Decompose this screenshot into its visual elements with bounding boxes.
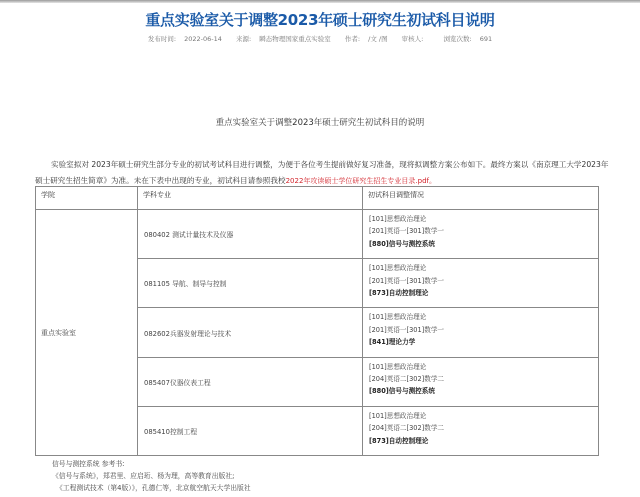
reference-books	[52, 458, 612, 494]
top-shadow-bar	[0, 0, 640, 3]
article-subtitle: 重点实验室关于调整2023年硕士研究生初试科目的说明	[215, 118, 425, 128]
header-college: 学院	[36, 187, 138, 210]
subjects-cell	[363, 406, 599, 455]
subject-professional: [873]自动控制理论	[369, 436, 429, 445]
reviewer-label: 审核人:	[401, 35, 424, 43]
subjects-cell	[363, 210, 599, 259]
source	[233, 35, 334, 43]
author-label: 作者:	[344, 35, 361, 43]
reference-book-1: 《信号与系统》，郑君里、应启珩、杨为理，高等教育出版社;	[52, 472, 235, 480]
subjects-cell	[363, 308, 599, 357]
subject-politics: [101]思想政治理论	[369, 362, 427, 371]
college-cell: 重点实验室	[36, 210, 138, 456]
subject-professional: [873]自动控制理论	[369, 289, 429, 298]
views-count: 691	[479, 35, 493, 43]
intro-end: 。	[428, 177, 436, 185]
subject-professional: [880]信号与测控系统	[369, 239, 435, 248]
subject-politics: [101]思想政治理论	[369, 264, 427, 273]
views-label: 浏览次数:	[443, 35, 472, 43]
header-major: 学科专业	[138, 187, 363, 210]
author-value: /文 /图	[368, 35, 388, 43]
source-label: 来源:	[235, 35, 252, 43]
major-cell: 085410控制工程	[138, 406, 363, 455]
catalog-pdf-link[interactable]: 2022年攻读硕士学位研究生招生专业目录.pdf	[285, 177, 429, 185]
subject-professional: [841]理论力学	[369, 338, 416, 347]
major-cell: 082602兵器发射理论与技术	[138, 308, 363, 357]
subject-english-math: [204]英语二[302]数学二	[369, 375, 445, 384]
reference-heading: 信号与测控系统 参考书:	[52, 460, 125, 468]
major-cell: 085407仪器仪表工程	[138, 357, 363, 406]
reviewer	[399, 35, 435, 43]
publish-time-value: 2022-06-14	[184, 35, 222, 43]
reference-book-2: 《工程测试技术（第4版）》，孔德仁等，北京航空航天大学出版社	[56, 484, 251, 492]
publish-time	[145, 35, 225, 43]
intro-paragraph	[35, 157, 610, 189]
subject-politics: [101]思想政治理论	[369, 215, 427, 223]
table-row	[36, 210, 599, 259]
source-value: 瞬态物理国家重点实验室	[259, 35, 331, 43]
subjects-cell	[363, 357, 599, 406]
article-meta	[0, 34, 640, 43]
publish-time-label: 发布时间:	[147, 35, 177, 43]
subject-english-math: [201]英语一[301]数学一	[369, 325, 445, 334]
subject-politics: [101]思想政治理论	[369, 411, 427, 420]
subject-english-math: [201]英语一[301]数学一	[369, 276, 445, 285]
intro-text: 实验室拟对 2023年硕士研究生部分专业的初试考试科目进行调整，为便于各位考生提前做好复习准备，现将拟调整方案公布如下。最终方案以《南京理工大学2023年硕士研究生招生简章》为准。未在下表中出现的专业，初试科目请参照我校	[35, 160, 609, 185]
table-header-row	[36, 187, 599, 210]
page-title: 重点实验室关于调整2023年硕士研究生初试科目说明	[145, 11, 495, 29]
header-subjects: 初试科目调整情况	[363, 187, 599, 210]
subject-english-math: [204]英语二[302]数学二	[369, 424, 445, 433]
major-cell: 080402 测试计量技术及仪器	[138, 210, 363, 259]
subjects-cell	[363, 259, 599, 308]
subject-politics: [101]思想政治理论	[369, 313, 427, 322]
subjects-table	[35, 186, 599, 456]
subject-english-math: [201]英语一[301]数学一	[369, 227, 445, 236]
author	[342, 35, 391, 43]
subject-professional: [880]信号与测控系统	[369, 387, 435, 396]
major-cell: 081105 导航、制导与控制	[138, 259, 363, 308]
views	[440, 35, 495, 43]
